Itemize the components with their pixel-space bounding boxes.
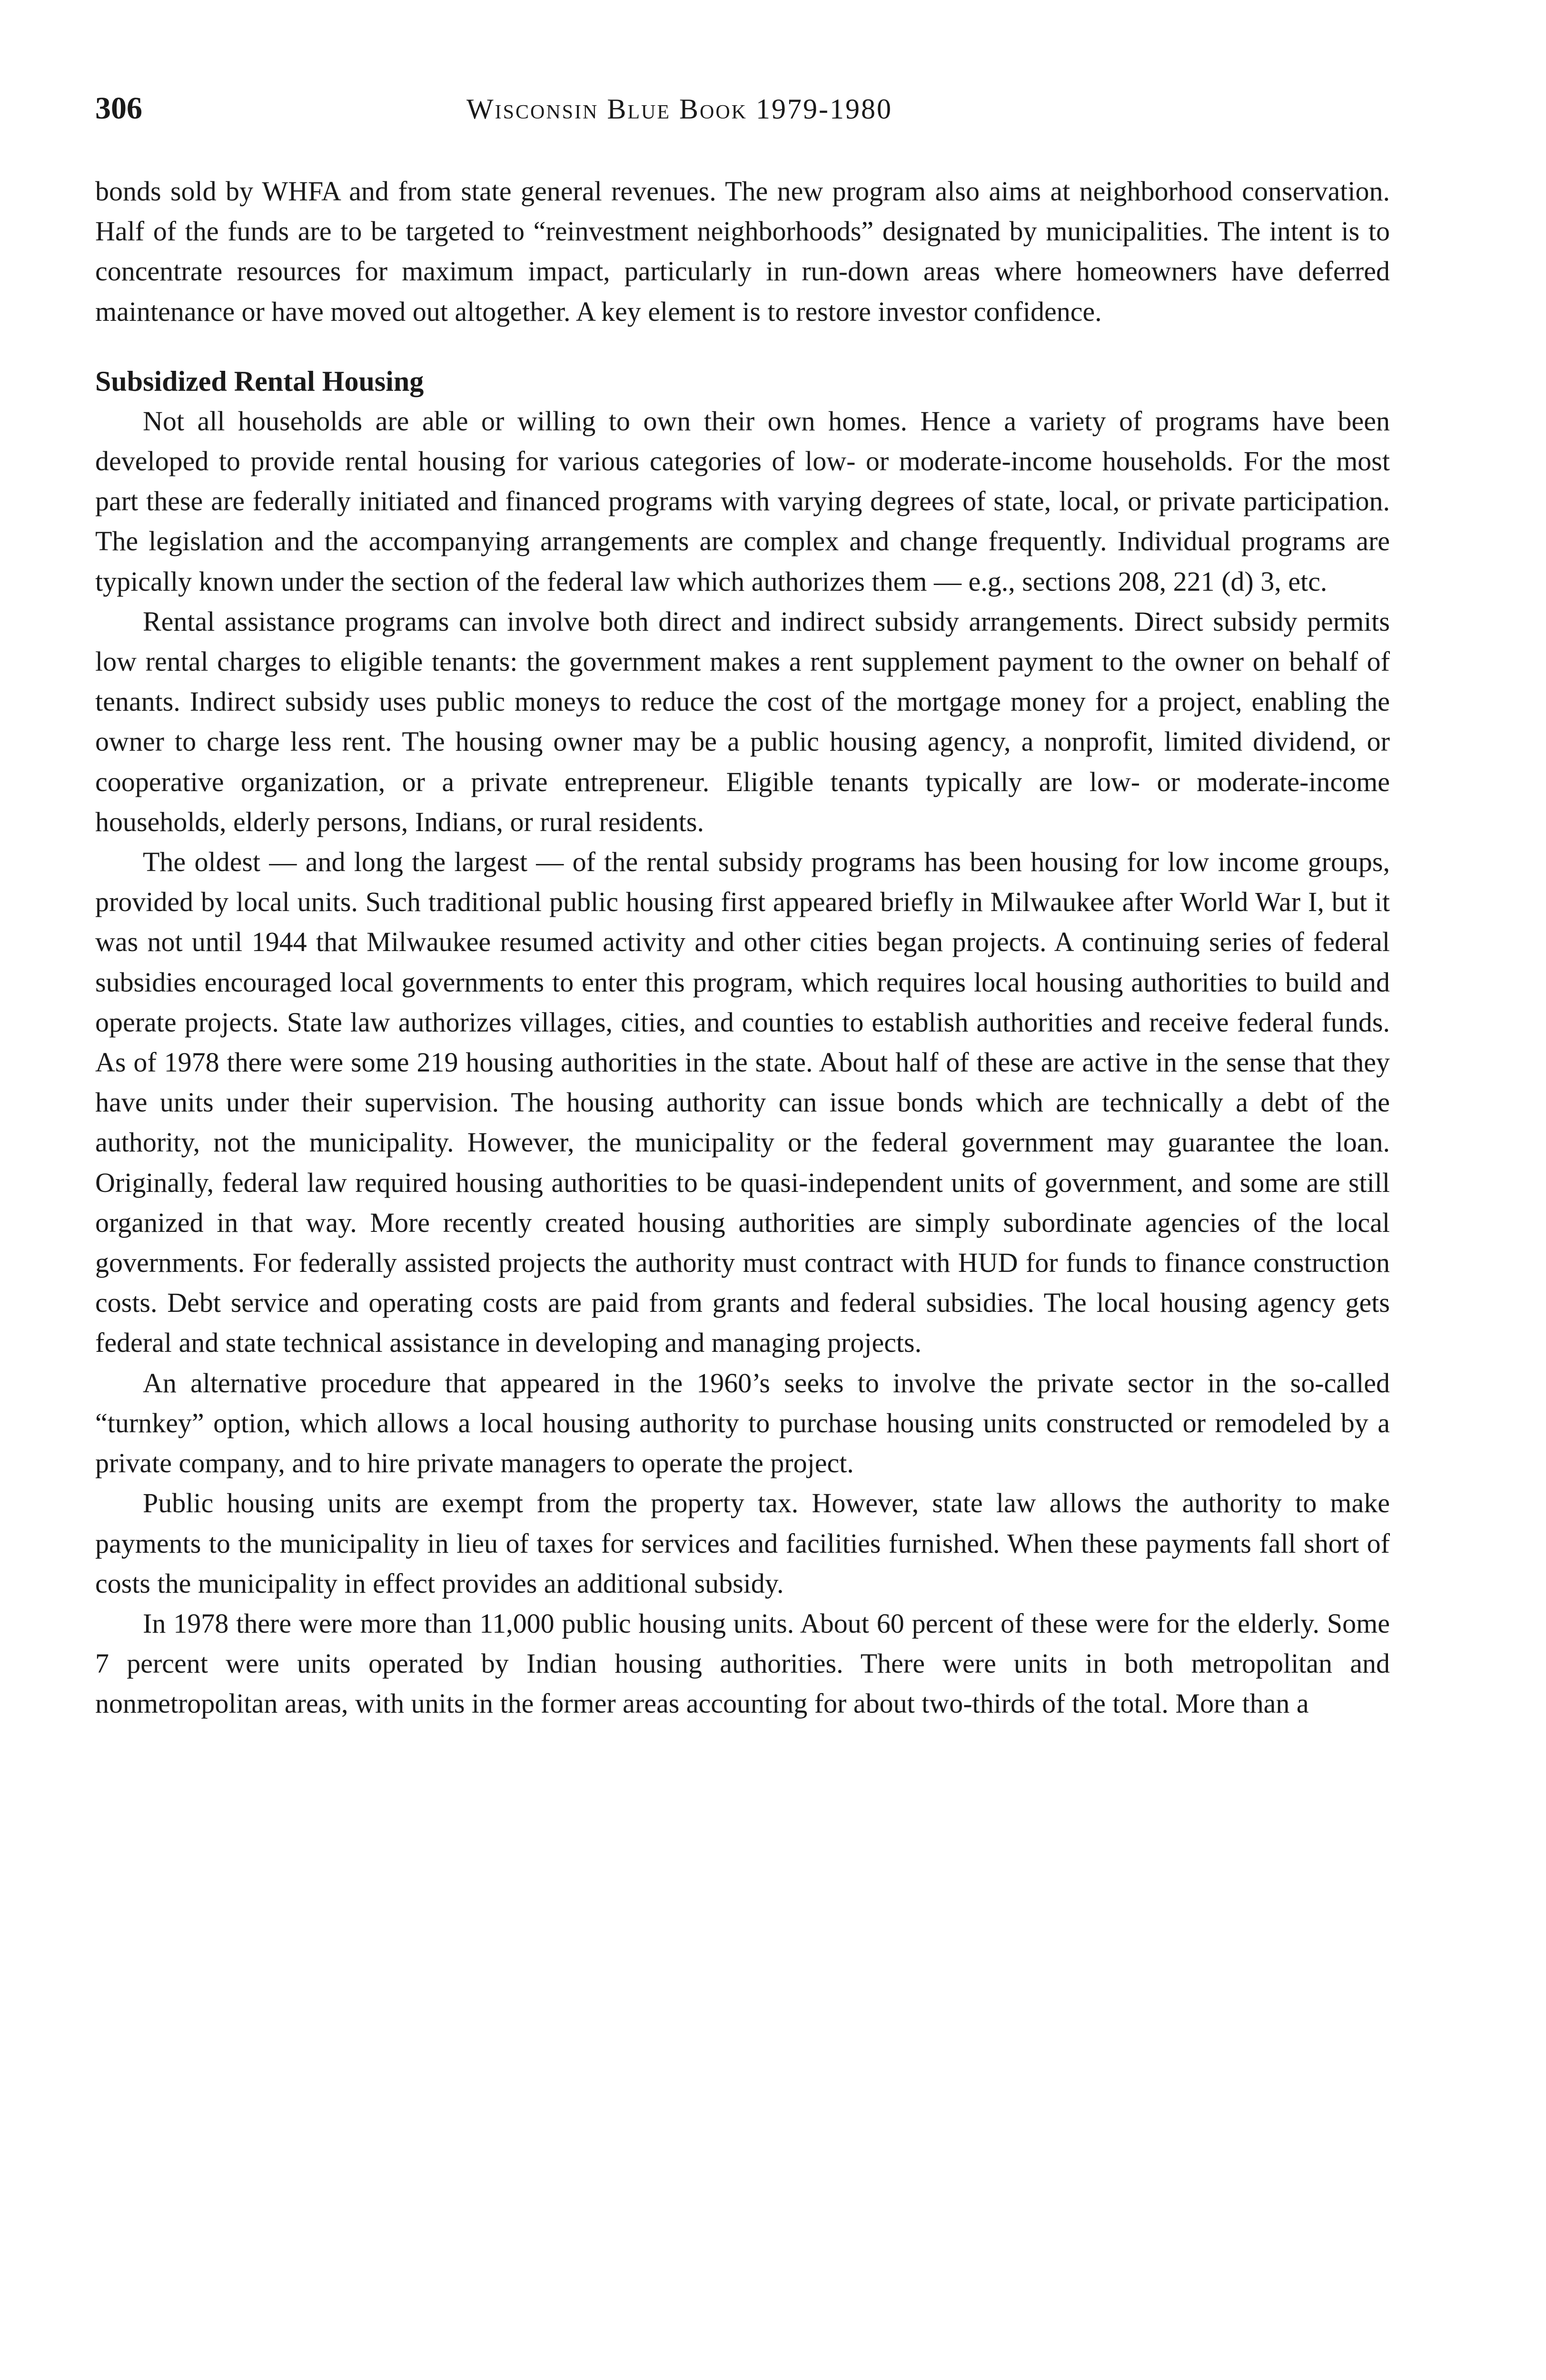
paragraph-turnkey: An alternative procedure that appeared in the 1960’s seeks to involve the private sector in the so-called “turnkey” option, which allows a local housing authority to purchase housing units constructed or remodeled by a private company, and to hire private managers to operate the project.: [95, 1367, 1390, 1479]
section-heading: Subsidized Rental Housing: [95, 365, 424, 397]
paragraph-households: Not all households are able or willing to own their own homes. Hence a variety of programs have been developed to provide rental housing for various categories of low- or moderate-income households. For the most part these are federally initiated and financed programs with varying degrees of state, local, or private participation. The legislation and the accompanying arrangements are complex and change frequently. Individual programs are typically known under the section of the federal law which authorizes them — e.g., sections 208, 221 (d) 3, etc.: [95, 405, 1390, 597]
paragraph-public-housing-history: The oldest — and long the largest — of the rental subsidy programs has been housing for low income groups, provided by local units. Such traditional public housing first appeared briefly in Milwaukee after World War I, but it was not until 1944 that Milwaukee resumed activity and other cities began projects. A continuing series of federal subsidies encouraged local governments to enter this program, which requires local housing authorities to build and operate projects. State law authorizes villages, cities, and counties to establish authorities and receive federal funds. As of 1978 there were some 219 housing authorities in the state. About half of these are active in the sense that they have units under their supervision. The housing authority can issue bonds which are technically a debt of the authority, not the municipality. However, the municipality or the federal government may guarantee the loan. Originally, federal law required housing authorities to be quasi-independent units of government, and some are still organized in that way. More recently created housing authorities are simply subordinate agencies of the local governments. For federally assisted projects the authority must contract with HUD for funds to finance construction costs. Debt service and operating costs are paid from grants and federal subsidies. The local housing agency gets federal and state technical assistance in developing and managing projects.: [95, 846, 1390, 1359]
document-page: [95, 90, 1390, 1724]
page-number: 306: [95, 91, 142, 126]
paragraph-property-tax: Public housing units are exempt from the property tax. However, state law allows the authority to make payments to the municipality in lieu of taxes for services and facilities furnished. When these payments fall short of costs the municipality in effect provides an additional subsidy.: [95, 1488, 1390, 1599]
running-head: [95, 90, 1390, 143]
book-title: Wisconsin Blue Book 1979-1980: [466, 93, 892, 125]
continuation-paragraph: bonds sold by WHFA and from state general revenues. The new program also aims at neighborhood conservation. Half of the funds are to be targeted to “reinvestment neighborhoods” designated by municipalities. The intent is to concentrate resources for maximum impact, particularly in run-down areas where homeowners have deferred maintenance or have moved out altogether. A key element is to restore investor confidence.: [95, 176, 1390, 327]
paragraph-1978-units: In 1978 there were more than 11,000 public housing units. About 60 percent of these were for the elderly. Some 7 percent were units operated by Indian housing authorities. There were units in both metropolitan and nonmetropolitan areas, with units in the former areas accounting for about two-thirds of the total. More than a: [95, 1607, 1390, 1719]
paragraph-rental-assistance: Rental assistance programs can involve both direct and indirect subsidy arrangements. Direct subsidy permits low rental charges to eligible tenants: the government makes a rent supplement payment to the owner on behalf of tenants. Indirect subsidy uses public moneys to reduce the cost of the mortgage money for a project, enabling the owner to charge less rent. The housing owner may be a public housing agency, a nonprofit, limited dividend, or cooperative organization, or a private entrepreneur. Eligible tenants typically are low- or moderate-income households, elderly persons, Indians, or rural residents.: [95, 605, 1390, 837]
